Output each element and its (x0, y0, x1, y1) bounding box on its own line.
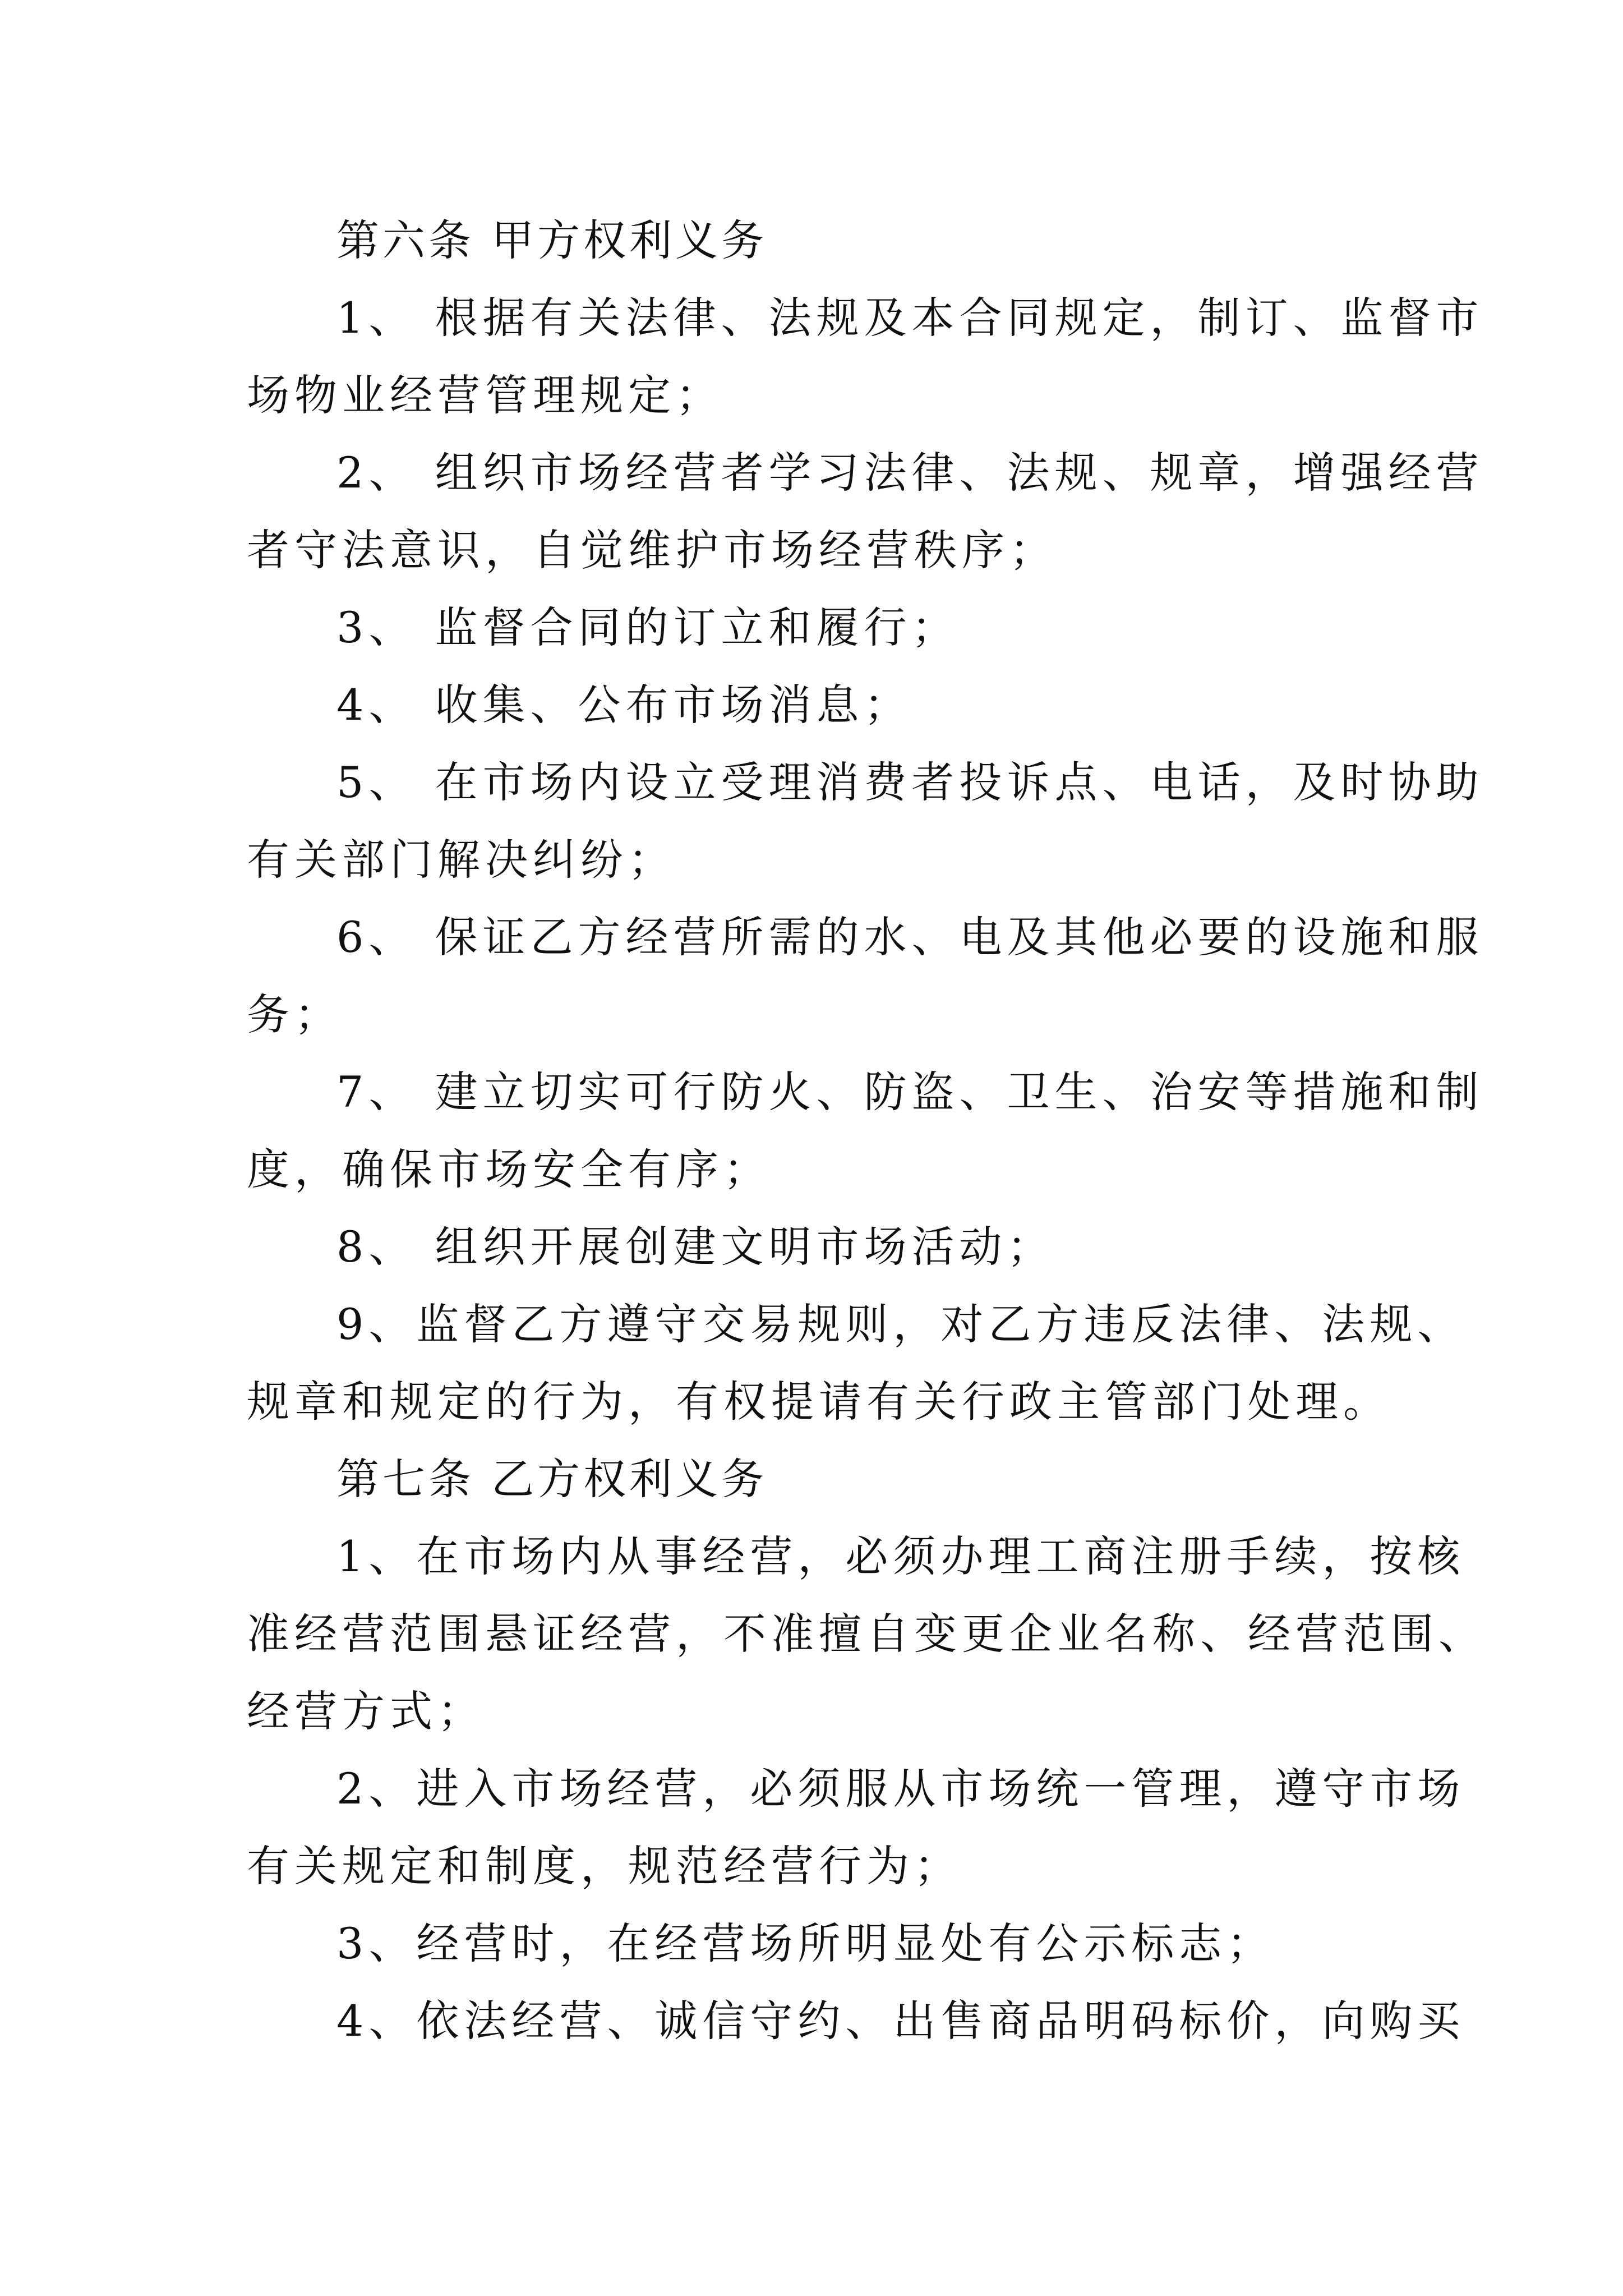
paragraph-line: 有关规定和制度，规范经营行为； (247, 1841, 962, 1891)
paragraph-line: 2、进入市场经营，必须服从市场统一管理，遵守市场 (336, 1764, 1465, 1814)
paragraph-line: 务； (247, 990, 342, 1039)
section-heading-article-6: 第六条 甲方权利义务 (336, 215, 768, 265)
paragraph-line: 8、 组织开展创建文明市场活动； (336, 1222, 1055, 1272)
paragraph-line: 3、 监督合同的订立和履行； (336, 602, 960, 652)
paragraph-line: 4、 收集、公布市场消息； (336, 680, 912, 730)
paragraph-line: 规章和规定的行为，有权提请有关行政主管部门处理。 (247, 1377, 1391, 1427)
paragraph-line: 经营方式； (247, 1686, 485, 1736)
paragraph-line: 度，确保市场安全有序； (247, 1144, 771, 1194)
paragraph-line: 4、依法经营、诚信守约、出售商品明码标价，向购买 (336, 1996, 1465, 2046)
paragraph-line: 7、 建立切实可行防火、防盗、卫生、治安等措施和制 (336, 1067, 1484, 1117)
paragraph-line: 6、 保证乙方经营所需的水、电及其他必要的设施和服 (336, 912, 1484, 962)
paragraph-line: 场物业经营管理规定； (247, 370, 723, 420)
paragraph-line: 3、经营时，在经营场所明显处有公示标志； (336, 1918, 1275, 1968)
document-body (247, 202, 1486, 2060)
paragraph-line: 者守法意识，自觉维护市场经营秩序； (247, 525, 1057, 575)
section-heading-article-7: 第七条 乙方权利义务 (336, 1454, 768, 1504)
paragraph-line: 2、 组织市场经营者学习法律、法规、规章，增强经营 (336, 448, 1484, 498)
paragraph-line: 准经营范围悬证经营，不准擅自变更企业名称、经营范围、 (247, 1609, 1486, 1659)
paragraph-line: 1、 根据有关法律、法规及本合同规定，制订、监督市 (336, 293, 1484, 343)
paragraph-line: 有关部门解决纠纷； (247, 835, 676, 885)
paragraph-line: 1、在市场内从事经营，必须办理工商注册手续，按核 (336, 1531, 1465, 1581)
paragraph-line: 9、监督乙方遵守交易规则，对乙方违反法律、法规、 (336, 1299, 1465, 1349)
paragraph-line: 5、 在市场内设立受理消费者投诉点、电话，及时协助 (336, 757, 1484, 807)
